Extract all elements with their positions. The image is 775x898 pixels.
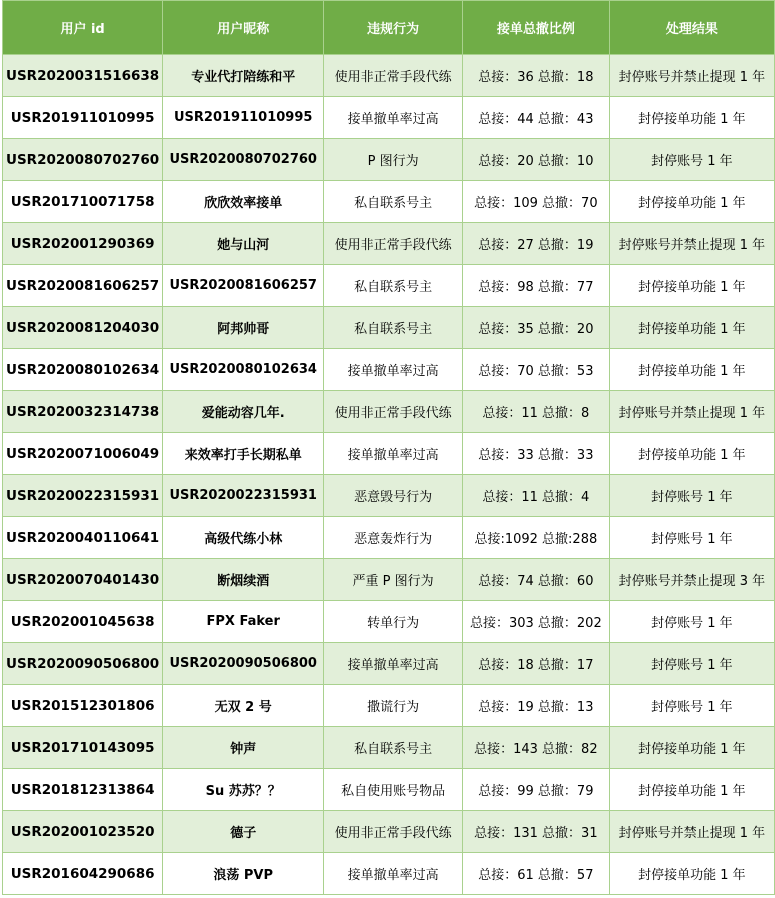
ratio-cell: 总接：70 总撤：53 xyxy=(462,349,609,391)
result-cell: 封停接单功能 1 年 xyxy=(609,433,774,475)
violation-cell: 私自联系号主 xyxy=(324,307,463,349)
table-row xyxy=(3,559,775,601)
ratio-cell: 总接：36 总撤：18 xyxy=(462,55,609,97)
nickname-cell: 专业代打陪练和平 xyxy=(163,55,324,97)
result-cell: 封停接单功能 1 年 xyxy=(609,307,774,349)
nickname-cell: 欣欣效率接单 xyxy=(163,181,324,223)
table-row xyxy=(3,97,775,139)
table-row xyxy=(3,853,775,895)
result-cell: 封停账号并禁止提现 3 年 xyxy=(609,559,774,601)
nickname-cell: 她与山河 xyxy=(163,223,324,265)
ratio-cell: 总接：11 总撤：8 xyxy=(462,391,609,433)
header-ratio: 接单总撤比例 xyxy=(462,1,609,55)
nickname-cell: 德子 xyxy=(163,811,324,853)
nickname-cell: USR2020081606257 xyxy=(163,265,324,307)
user-id-cell: USR202001045638 xyxy=(3,601,163,643)
header-user-id: 用户 id xyxy=(3,1,163,55)
ratio-cell: 总接：99 总撤：79 xyxy=(462,769,609,811)
result-cell: 封停接单功能 1 年 xyxy=(609,727,774,769)
ratio-cell: 总接：19 总撤：13 xyxy=(462,685,609,727)
nickname-cell: Su 苏苏？？ xyxy=(163,769,324,811)
result-cell: 封停接单功能 1 年 xyxy=(609,265,774,307)
table-row xyxy=(3,811,775,853)
violation-cell: 接单撤单率过高 xyxy=(324,433,463,475)
violation-cell: 接单撤单率过高 xyxy=(324,97,463,139)
nickname-cell: FPX Faker xyxy=(163,601,324,643)
ratio-cell: 总接：61 总撤：57 xyxy=(462,853,609,895)
user-id-cell: USR2020081204030 xyxy=(3,307,163,349)
table-row xyxy=(3,685,775,727)
user-id-cell: USR202001290369 xyxy=(3,223,163,265)
result-cell: 封停账号 1 年 xyxy=(609,685,774,727)
user-id-cell: USR201512301806 xyxy=(3,685,163,727)
violation-cell: P 图行为 xyxy=(324,139,463,181)
user-id-cell: USR2020090506800 xyxy=(3,643,163,685)
ratio-cell: 总接：11 总撤：4 xyxy=(462,475,609,517)
violation-cell: 撒谎行为 xyxy=(324,685,463,727)
table-row xyxy=(3,223,775,265)
table-row xyxy=(3,391,775,433)
nickname-cell: USR2020080102634 xyxy=(163,349,324,391)
user-id-cell: USR2020080702760 xyxy=(3,139,163,181)
result-cell: 封停账号 1 年 xyxy=(609,475,774,517)
table-row xyxy=(3,139,775,181)
user-id-cell: USR201710071758 xyxy=(3,181,163,223)
table-row xyxy=(3,181,775,223)
table-row xyxy=(3,601,775,643)
ratio-cell: 总接：27 总撤：19 xyxy=(462,223,609,265)
ratio-cell: 总接：109 总撤：70 xyxy=(462,181,609,223)
violation-cell: 私自联系号主 xyxy=(324,181,463,223)
ratio-cell: 总接：44 总撤：43 xyxy=(462,97,609,139)
result-cell: 封停账号并禁止提现 1 年 xyxy=(609,55,774,97)
header-violation: 违规行为 xyxy=(324,1,463,55)
table-row xyxy=(3,769,775,811)
nickname-cell: 爱能动容几年. xyxy=(163,391,324,433)
ratio-cell: 总接：18 总撤：17 xyxy=(462,643,609,685)
result-cell: 封停接单功能 1 年 xyxy=(609,97,774,139)
violation-cell: 接单撤单率过高 xyxy=(324,643,463,685)
table-row xyxy=(3,475,775,517)
ratio-cell: 总接：131 总撤：31 xyxy=(462,811,609,853)
violation-table xyxy=(2,0,775,895)
user-id-cell: USR2020070401430 xyxy=(3,559,163,601)
violation-cell: 使用非正常手段代练 xyxy=(324,55,463,97)
violation-cell: 恶意毁号行为 xyxy=(324,475,463,517)
table-row xyxy=(3,265,775,307)
result-cell: 封停接单功能 1 年 xyxy=(609,181,774,223)
table-row xyxy=(3,517,775,559)
ratio-cell: 总接:1092 总撤:288 xyxy=(462,517,609,559)
violation-cell: 接单撤单率过高 xyxy=(324,349,463,391)
result-cell: 封停接单功能 1 年 xyxy=(609,769,774,811)
ratio-cell: 总接：74 总撤：60 xyxy=(462,559,609,601)
table-row xyxy=(3,55,775,97)
ratio-cell: 总接：98 总撤：77 xyxy=(462,265,609,307)
table-row xyxy=(3,307,775,349)
table-row xyxy=(3,643,775,685)
user-id-cell: USR201911010995 xyxy=(3,97,163,139)
user-id-cell: USR2020080102634 xyxy=(3,349,163,391)
violation-cell: 私自使用账号物品 xyxy=(324,769,463,811)
violation-cell: 接单撤单率过高 xyxy=(324,853,463,895)
user-id-cell: USR201604290686 xyxy=(3,853,163,895)
nickname-cell: USR201911010995 xyxy=(163,97,324,139)
nickname-cell: 浪荡 PVP xyxy=(163,853,324,895)
table-row xyxy=(3,433,775,475)
nickname-cell: 来效率打手长期私单 xyxy=(163,433,324,475)
ratio-cell: 总接：143 总撤：82 xyxy=(462,727,609,769)
nickname-cell: 阿邦帅哥 xyxy=(163,307,324,349)
nickname-cell: 高级代练小林 xyxy=(163,517,324,559)
header-nickname: 用户昵称 xyxy=(163,1,324,55)
user-id-cell: USR2020022315931 xyxy=(3,475,163,517)
ratio-cell: 总接：33 总撤：33 xyxy=(462,433,609,475)
violation-cell: 私自联系号主 xyxy=(324,265,463,307)
header-result: 处理结果 xyxy=(609,1,774,55)
result-cell: 封停账号并禁止提现 1 年 xyxy=(609,223,774,265)
nickname-cell: USR2020090506800 xyxy=(163,643,324,685)
user-id-cell: USR2020040110641 xyxy=(3,517,163,559)
ratio-cell: 总接：303 总撤：202 xyxy=(462,601,609,643)
table-row xyxy=(3,727,775,769)
user-id-cell: USR2020031516638 xyxy=(3,55,163,97)
violation-cell: 使用非正常手段代练 xyxy=(324,391,463,433)
result-cell: 封停接单功能 1 年 xyxy=(609,349,774,391)
user-id-cell: USR201812313864 xyxy=(3,769,163,811)
table-row xyxy=(3,349,775,391)
result-cell: 封停账号并禁止提现 1 年 xyxy=(609,811,774,853)
user-id-cell: USR2020071006049 xyxy=(3,433,163,475)
violation-cell: 私自联系号主 xyxy=(324,727,463,769)
user-id-cell: USR2020032314738 xyxy=(3,391,163,433)
result-cell: 封停账号 1 年 xyxy=(609,139,774,181)
user-id-cell: USR202001023520 xyxy=(3,811,163,853)
result-cell: 封停账号并禁止提现 1 年 xyxy=(609,391,774,433)
violation-cell: 严重 P 图行为 xyxy=(324,559,463,601)
violation-cell: 使用非正常手段代练 xyxy=(324,223,463,265)
nickname-cell: 无双 2 号 xyxy=(163,685,324,727)
result-cell: 封停账号 1 年 xyxy=(609,517,774,559)
table-body xyxy=(3,55,775,895)
ratio-cell: 总接：35 总撤：20 xyxy=(462,307,609,349)
nickname-cell: USR2020080702760 xyxy=(163,139,324,181)
result-cell: 封停账号 1 年 xyxy=(609,643,774,685)
header-row xyxy=(3,1,775,55)
violation-cell: 转单行为 xyxy=(324,601,463,643)
user-id-cell: USR201710143095 xyxy=(3,727,163,769)
violation-cell: 使用非正常手段代练 xyxy=(324,811,463,853)
nickname-cell: 钟声 xyxy=(163,727,324,769)
result-cell: 封停接单功能 1 年 xyxy=(609,853,774,895)
user-id-cell: USR2020081606257 xyxy=(3,265,163,307)
ratio-cell: 总接：20 总撤：10 xyxy=(462,139,609,181)
nickname-cell: USR2020022315931 xyxy=(163,475,324,517)
nickname-cell: 断烟续酒 xyxy=(163,559,324,601)
violation-cell: 恶意轰炸行为 xyxy=(324,517,463,559)
result-cell: 封停账号 1 年 xyxy=(609,601,774,643)
